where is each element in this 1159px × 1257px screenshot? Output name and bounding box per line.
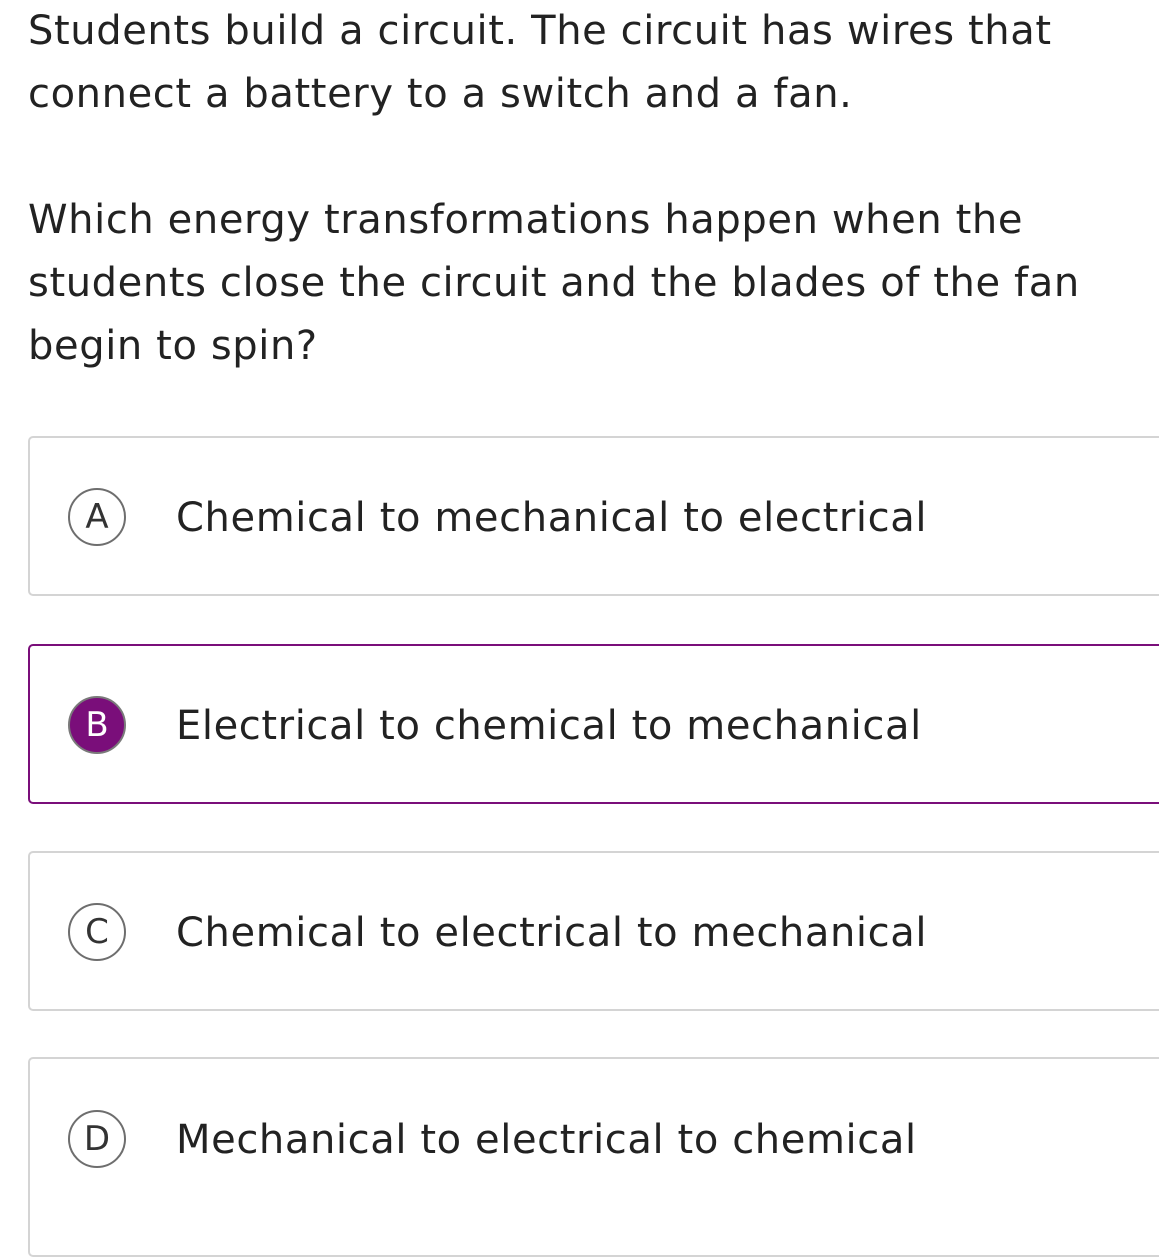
answer-choice-a[interactable] [28,436,1159,596]
answer-choice-c[interactable] [28,851,1159,1011]
choice-letter-a: A [68,488,126,546]
question-intro: Students build a circuit. The circuit has wires that connect a battery to a switch and a fan. [28,8,1052,117]
choice-text-b: Electrical to chemical to mechanical [176,703,922,749]
answer-choice-d[interactable] [28,1057,1159,1257]
choice-letter-d: D [68,1110,126,1168]
choice-letter-b: B [68,696,126,754]
answer-choice-b[interactable] [28,644,1159,804]
choice-text-d: Mechanical to electrical to chemical [176,1117,917,1163]
choice-letter-c: C [68,903,126,961]
question-prompt: Which energy transformations happen when the students close the circuit and the blades of the fan begin to spin? [28,197,1080,369]
choice-text-c: Chemical to electrical to mechanical [176,910,928,956]
choice-text-a: Chemical to mechanical to electrical [176,495,928,541]
